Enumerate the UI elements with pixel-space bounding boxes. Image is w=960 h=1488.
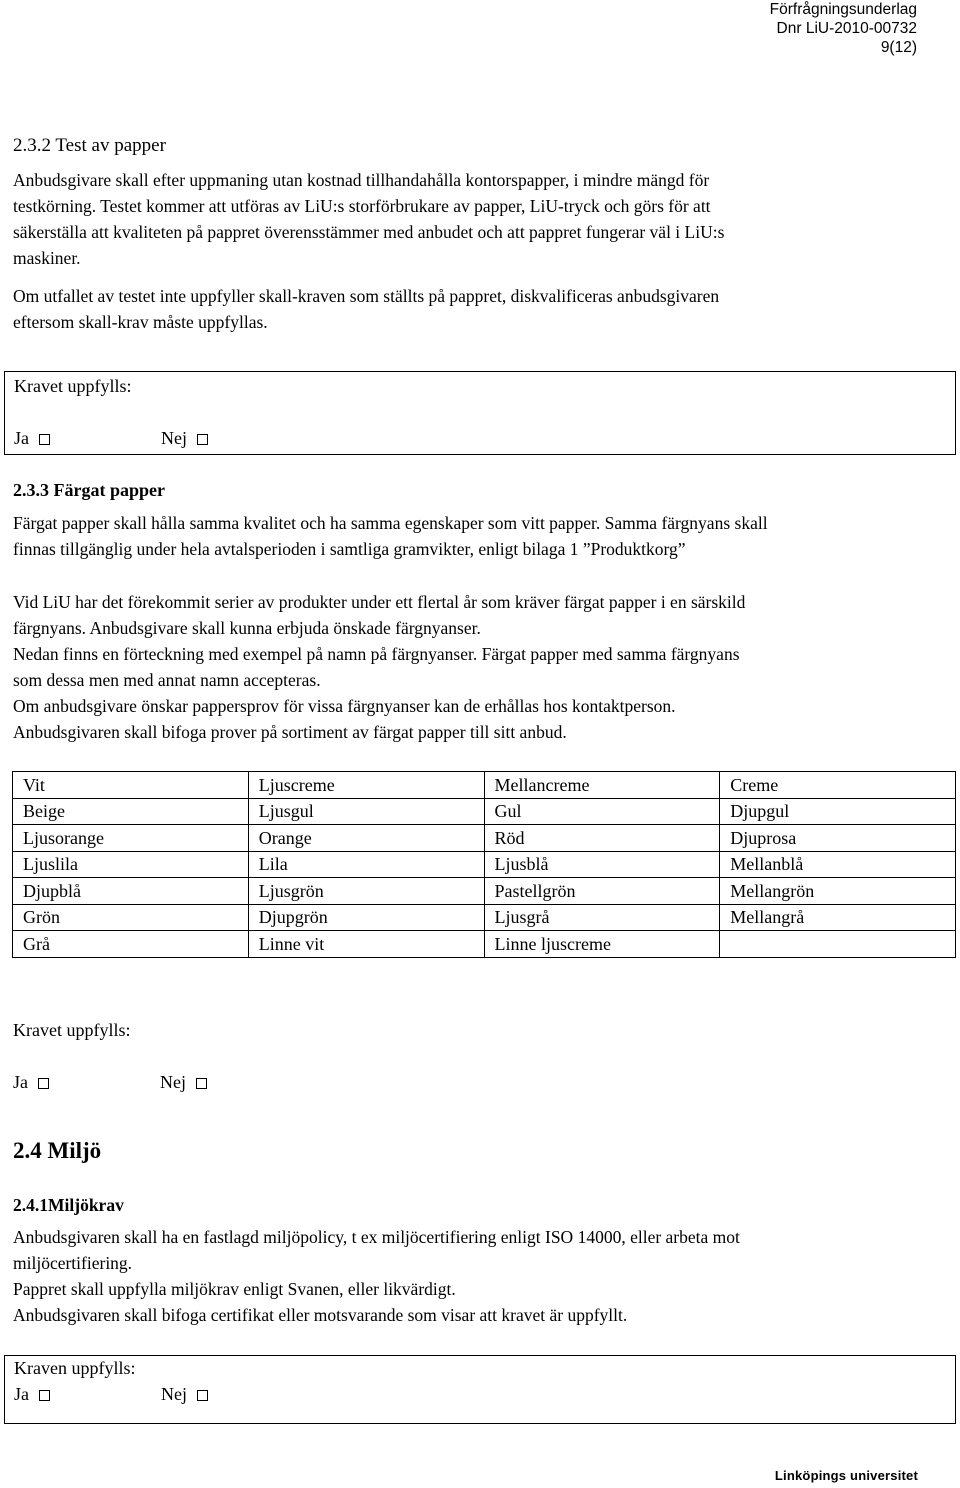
header-page-number: 9(12) — [880, 39, 917, 56]
requirement-box — [4, 1355, 956, 1424]
section-heading-2-4: 2.4 Miljö — [13, 1138, 102, 1163]
table-cell: Ljusgrå — [484, 904, 720, 931]
text-line: Om utfallet av testet inte uppfyller skall-kraven som ställts på pappret, diskvalificeras anbudsgivaren — [13, 286, 720, 306]
text-line: maskiner. — [13, 248, 81, 268]
option-yes[interactable] — [14, 1384, 50, 1405]
university-logo: Linköpings universitet — [774, 1468, 918, 1483]
option-no[interactable] — [161, 1384, 208, 1405]
table-cell: Mellanblå — [720, 851, 956, 878]
table-cell: Grå — [13, 931, 249, 958]
text-line: Anbudsgivaren skall bifoga prover på sortiment av färgat papper till sitt anbud. — [13, 722, 567, 742]
table-cell: Ljusblå — [484, 851, 720, 878]
text-line: miljöcertifiering. — [13, 1253, 133, 1273]
text-line: färgnyans. Anbudsgivare skall kunna erbjuda önskade färgnyanser. — [13, 618, 481, 638]
requirement-box — [4, 371, 956, 455]
text-line: testkörning. Testet kommer att utföras av LiU:s storförbrukare av papper, LiU-tryck och görs för att — [13, 196, 711, 216]
checkbox-no[interactable] — [197, 434, 208, 445]
table-cell: Ljuscreme — [248, 772, 484, 799]
section-2-3-3-paragraph-1 — [13, 510, 948, 562]
text-line: Anbudsgivare skall efter uppmaning utan kostnad tillhandahålla kontorspapper, i mindre mängd för — [13, 170, 710, 190]
table-cell: Mellancreme — [484, 772, 720, 799]
option-yes[interactable] — [13, 1072, 49, 1093]
text-line: Pappret skall uppfylla miljökrav enligt Svanen, eller likvärdigt. — [13, 1279, 456, 1299]
option-yes-label: Ja — [14, 428, 29, 448]
section-heading-2-3-3: 2.3.3 Färgat papper — [13, 480, 165, 500]
section-2-4-1-paragraph — [13, 1224, 948, 1328]
table-cell: Ljusorange — [13, 825, 249, 852]
option-yes-label: Ja — [14, 1384, 29, 1404]
table-cell: Röd — [484, 825, 720, 852]
requirement-label: Kravet uppfylls: — [14, 376, 132, 396]
text-line: Nedan finns en förteckning med exempel på namn på färgnyanser. Färgat papper med samma färgnyans — [13, 644, 740, 664]
table-cell: Mellangrön — [720, 878, 956, 905]
table-cell: Grön — [13, 904, 249, 931]
text-line: Anbudsgivaren skall ha en fastlagd miljöpolicy, t ex miljöcertifiering enligt ISO 14000, eller arbeta mot — [13, 1227, 740, 1247]
table-cell: Pastellgrön — [484, 878, 720, 905]
table-cell: Creme — [720, 772, 956, 799]
option-no[interactable] — [161, 428, 208, 449]
color-shades-table — [12, 771, 956, 958]
checkbox-no[interactable] — [197, 1390, 208, 1401]
option-no-label: Nej — [161, 1384, 187, 1404]
table-cell: Lila — [248, 851, 484, 878]
checkbox-yes[interactable] — [39, 434, 50, 445]
table-row — [13, 825, 956, 852]
text-line: Anbudsgivaren skall bifoga certifikat eller motsvarande som visar att kravet är uppfyllt. — [13, 1305, 628, 1325]
table-cell: Gul — [484, 798, 720, 825]
section-2-3-3-paragraph-2 — [13, 589, 948, 745]
table-cell: Mellangrå — [720, 904, 956, 931]
header-doc-type: Förfrågningsunderlag — [769, 1, 917, 18]
checkbox-yes[interactable] — [38, 1078, 49, 1089]
table-cell: Djupblå — [13, 878, 249, 905]
checkbox-no[interactable] — [196, 1078, 207, 1089]
section-heading-2-3-2: 2.3.2 Test av papper — [13, 135, 166, 156]
option-no-label: Nej — [161, 428, 187, 448]
checkbox-yes[interactable] — [39, 1390, 50, 1401]
table-cell: Orange — [248, 825, 484, 852]
text-line: Om anbudsgivare önskar pappersprov för vissa färgnyanser kan de erhållas hos kontaktperson. — [13, 696, 676, 716]
text-line: eftersom skall-krav måste uppfyllas. — [13, 312, 268, 332]
section-2-3-2-paragraph-1 — [13, 167, 948, 271]
table-cell — [720, 931, 956, 958]
table-row — [13, 931, 956, 958]
text-line: finnas tillgänglig under hela avtalsperioden i samtliga gramvikter, enligt bilaga 1 ”Produktkorg” — [13, 539, 686, 559]
document-header — [770, 0, 917, 57]
option-yes[interactable] — [14, 428, 50, 449]
text-line: Vid LiU har det förekommit serier av produkter under ett flertal år som kräver färgat papper i en särskild — [13, 592, 746, 612]
table-row — [13, 851, 956, 878]
table-cell: Djuprosa — [720, 825, 956, 852]
table-cell: Beige — [13, 798, 249, 825]
table-cell: Djupgrön — [248, 904, 484, 931]
text-line: Färgat papper skall hålla samma kvalitet och ha samma egenskaper som vitt papper. Samma färgnyans skall — [13, 513, 768, 533]
section-2-3-2-paragraph-2 — [13, 283, 948, 335]
option-no-label: Nej — [160, 1072, 186, 1092]
text-line: säkerställa att kvaliteten på pappret överensstämmer med anbudet och att pappret fungerar väl i LiU:s — [13, 222, 725, 242]
table-cell: Ljusgrön — [248, 878, 484, 905]
option-yes-label: Ja — [13, 1072, 28, 1092]
table-cell: Linne ljuscreme — [484, 931, 720, 958]
table-row — [13, 878, 956, 905]
requirement-label: Kraven uppfylls: — [14, 1358, 136, 1378]
section-heading-2-4-1: 2.4.1Miljökrav — [13, 1195, 124, 1215]
table-cell: Djupgul — [720, 798, 956, 825]
requirement-label: Kravet uppfylls: — [13, 1020, 131, 1040]
table-cell: Ljuslila — [13, 851, 249, 878]
table-row — [13, 904, 956, 931]
table-cell: Linne vit — [248, 931, 484, 958]
text-line: som dessa men med annat namn accepteras. — [13, 670, 321, 690]
header-doc-number: Dnr LiU-2010-00732 — [776, 20, 917, 37]
table-cell: Vit — [13, 772, 249, 799]
table-row — [13, 772, 956, 799]
option-no[interactable] — [160, 1072, 207, 1093]
table-row — [13, 798, 956, 825]
table-cell: Ljusgul — [248, 798, 484, 825]
